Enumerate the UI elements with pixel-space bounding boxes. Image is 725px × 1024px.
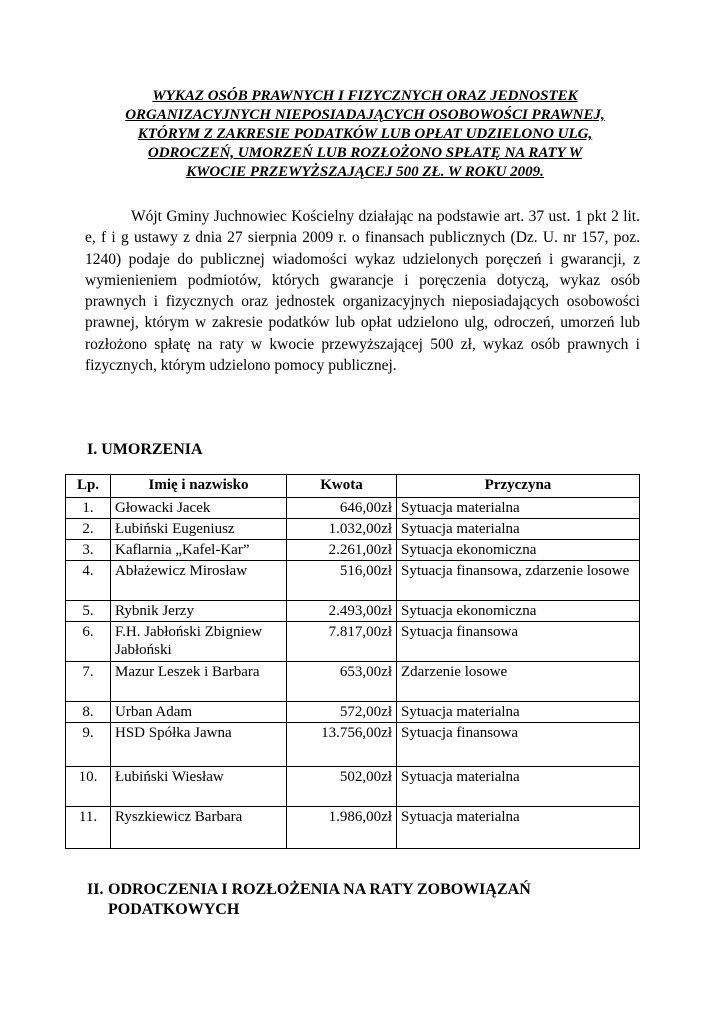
- cell-lp: 3.: [66, 540, 111, 561]
- header-lp: Lp.: [66, 475, 111, 498]
- cell-name: Łubiński Eugeniusz: [111, 519, 287, 540]
- cell-amount: 516,00zł: [287, 561, 397, 601]
- table-row: [66, 662, 640, 702]
- title-line: KWOCIE PRZEWYŻSZAJĄCEJ 500 ZŁ. W ROKU 2009.: [186, 164, 544, 180]
- cell-name: Urban Adam: [111, 702, 287, 723]
- cell-name: F.H. Jabłoński Zbigniew Jabłoński: [111, 622, 287, 662]
- cell-reason: Sytuacja materialna: [397, 702, 640, 723]
- cell-lp: 1.: [66, 498, 111, 519]
- title-line: ORGANIZACYJNYCH NIEPOSIADAJĄCYCH OSOBOWOŚCI PRAWNEJ,: [125, 107, 605, 123]
- cell-name: Ryszkiewicz Barbara: [111, 807, 287, 849]
- table-header-row: [66, 475, 640, 498]
- section-title-line: PODATKOWYCH: [108, 901, 240, 918]
- table-row: [66, 561, 640, 601]
- cell-lp: 4.: [66, 561, 111, 601]
- header-reason: Przyczyna: [397, 475, 640, 498]
- cell-name: Abłażewicz Mirosław: [111, 561, 287, 601]
- cell-amount: 13.756,00zł: [287, 723, 397, 767]
- cell-lp: 10.: [66, 767, 111, 807]
- cell-lp: 2.: [66, 519, 111, 540]
- table-row: [66, 622, 640, 662]
- section-heading-umorzenia: I. UMORZENIA: [87, 441, 203, 458]
- cell-reason: Sytuacja ekonomiczna: [397, 601, 640, 622]
- table-row: [66, 807, 640, 849]
- table-row: [66, 723, 640, 767]
- table-row: [66, 498, 640, 519]
- cell-amount: 2.493,00zł: [287, 601, 397, 622]
- cell-amount: 646,00zł: [287, 498, 397, 519]
- cell-reason: Sytuacja finansowa: [397, 723, 640, 767]
- header-amount: Kwota: [287, 475, 397, 498]
- table-row: [66, 519, 640, 540]
- cell-reason: Sytuacja materialna: [397, 498, 640, 519]
- cell-name: Głowacki Jacek: [111, 498, 287, 519]
- cell-lp: 9.: [66, 723, 111, 767]
- cell-amount: 2.261,00zł: [287, 540, 397, 561]
- cell-reason: Sytuacja materialna: [397, 807, 640, 849]
- cell-lp: 7.: [66, 662, 111, 702]
- cell-amount: 653,00zł: [287, 662, 397, 702]
- table-row: [66, 601, 640, 622]
- section-heading-odroczenia: [87, 880, 647, 920]
- section-number: II.: [87, 881, 104, 898]
- cell-reason: Sytuacja finansowa, zdarzenie losowe: [397, 561, 640, 601]
- cell-reason: Zdarzenie losowe: [397, 662, 640, 702]
- cell-lp: 6.: [66, 622, 111, 662]
- cell-name: Rybnik Jerzy: [111, 601, 287, 622]
- cell-name: Łubiński Wiesław: [111, 767, 287, 807]
- cell-reason: Sytuacja finansowa: [397, 622, 640, 662]
- cell-reason: Sytuacja ekonomiczna: [397, 540, 640, 561]
- cell-reason: Sytuacja materialna: [397, 767, 640, 807]
- cell-amount: 1.986,00zł: [287, 807, 397, 849]
- cell-lp: 5.: [66, 601, 111, 622]
- cell-reason: Sytuacja materialna: [397, 519, 640, 540]
- cell-lp: 8.: [66, 702, 111, 723]
- cell-name: Mazur Leszek i Barbara: [111, 662, 287, 702]
- header-name: Imię i nazwisko: [111, 475, 287, 498]
- cell-amount: 502,00zł: [287, 767, 397, 807]
- table-row: [66, 540, 640, 561]
- umorzenia-table: [65, 474, 640, 849]
- document-title: [100, 87, 630, 182]
- cell-amount: 7.817,00zł: [287, 622, 397, 662]
- cell-name: Kaflarnia „Kafel-Kar”: [111, 540, 287, 561]
- table-row: [66, 702, 640, 723]
- cell-amount: 572,00zł: [287, 702, 397, 723]
- section-title-line: ODROCZENIA I ROZŁOŻENIA NA RATY ZOBOWIĄZAŃ: [108, 881, 531, 898]
- table-row: [66, 767, 640, 807]
- intro-paragraph: Wójt Gminy Juchnowiec Kościelny działając na podstawie art. 37 ust. 1 pkt 2 lit. e, f i g ustawy z dnia 27 sierpnia 2009 r. o finansach publicznych (Dz. U. nr 157, poz. 1240) podaje do publicznej wiadomości wykaz udzielonych poręczeń i gwarancji, z wymienieniem podmiotów, których gwarancje i poręczenia dotyczą, wykaz osób prawnych i fizycznych oraz jednostek organizacyjnych nieposiadających osobowości prawnej, którym w zakresie podatków lub opłat udzielono ulg, odroczeń, umorzeń lub rozłożono spłatę na raty w kwocie przewyższającej 500 zł, wykaz osób prawnych i fizycznych, którym udzielono pomocy publicznej.: [85, 208, 640, 375]
- cell-amount: 1.032,00zł: [287, 519, 397, 540]
- title-line: WYKAZ OSÓB PRAWNYCH I FIZYCZNYCH ORAZ JEDNOSTEK: [152, 88, 578, 104]
- title-line: KTÓRYM Z ZAKRESIE PODATKÓW LUB OPŁAT UDZIELONO ULG,: [137, 126, 593, 142]
- cell-name: HSD Spółka Jawna: [111, 723, 287, 767]
- cell-lp: 11.: [66, 807, 111, 849]
- title-line: ODROCZEŃ, UMORZEŃ LUB ROZŁOŻONO SPŁATĘ NA RATY W: [147, 145, 583, 161]
